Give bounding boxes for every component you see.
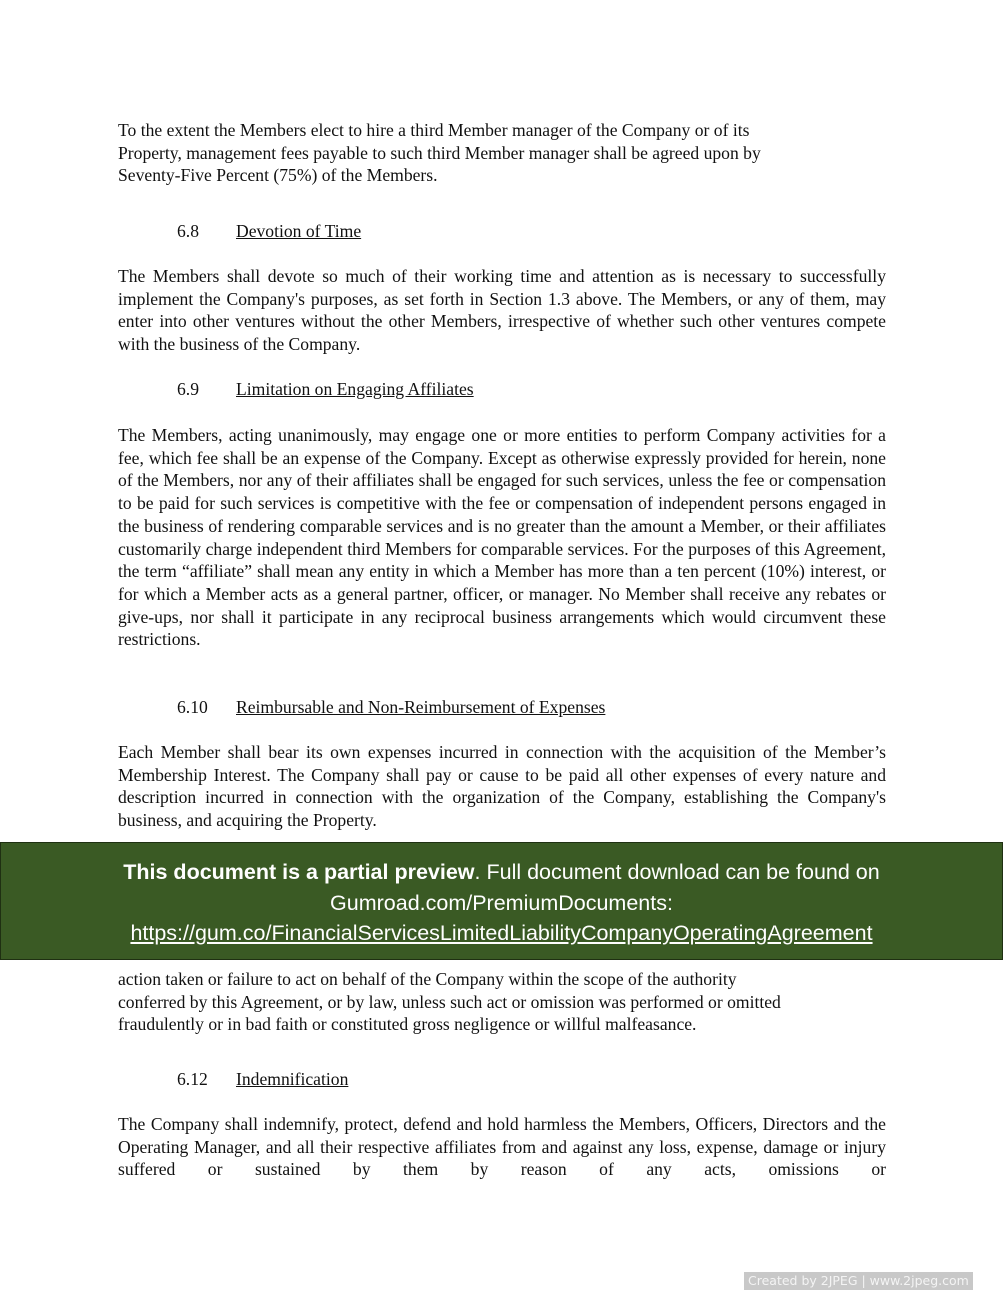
banner-bold-text: This document is a partial preview — [123, 860, 475, 884]
section-title: Devotion of Time — [236, 221, 362, 241]
section-body-6-8: The Members shall devote so much of their working time and attention as is necessary to successfully implement the Company's purposes, as set forth in Section 1.3 above. The Members, or any of them, may enter into other ventures without the other Members, irrespective of whether such other ventures compete with the business of the Company. — [118, 266, 886, 355]
body-line: fraudulently or in bad faith or constituted gross negligence or willful malfeasance. — [118, 1014, 697, 1035]
intro-line: Property, management fees payable to such third Member manager shall be agreed upon by — [118, 142, 761, 163]
section-heading-6-12 — [177, 1068, 348, 1090]
section-heading-6-8 — [177, 220, 361, 242]
section-body-6-10: Each Member shall bear its own expenses incurred in connection with the acquisition of the Member’s Membership Interest. The Company shall pay or cause to be paid all other expenses of every nature and description incurred in connection with the organization of the Company, establishing the Company's business, and acquiring the Property. — [118, 742, 886, 831]
banner-text: . Full document download can be found on — [474, 860, 880, 884]
body-line: action taken or failure to act on behalf of the Company within the scope of the authority — [118, 969, 737, 989]
section-heading-6-10 — [177, 696, 605, 718]
download-link[interactable]: https://gum.co/FinancialServicesLimitedLiabilityCompanyOperatingAgreement — [130, 921, 873, 945]
section-title: Reimbursable and Non-Reimbursement of Expenses — [236, 697, 606, 717]
section-title: Indemnification — [236, 1069, 349, 1089]
body-text: The Company shall indemnify, protect, defend and hold harmless the Members, Officers, Directors and the Operating Manager, and all their respective affiliates from and against any loss, expense, damage or injury suffered or sustained by them by reason of any acts, omissions or — [118, 1114, 886, 1180]
body-line: conferred by this Agreement, or by law, unless such act or omission was performed or omitted — [118, 991, 781, 1012]
section-body-6-12 — [118, 1113, 886, 1204]
intro-line: To the extent the Members elect to hire a third Member manager of the Company or of its — [118, 120, 750, 140]
intro-line: Seventy-Five Percent (75%) of the Members. — [118, 165, 438, 186]
section-number: 6.10 — [177, 697, 208, 717]
section-heading-6-9 — [177, 378, 474, 400]
section-body-6-11-visible — [118, 968, 886, 1036]
section-title: Limitation on Engaging Affiliates — [236, 379, 474, 399]
preview-banner — [0, 842, 1003, 960]
section-number: 6.9 — [177, 379, 199, 399]
banner-line-3 — [1, 918, 1002, 949]
intro-paragraph — [118, 119, 886, 187]
section-number: 6.12 — [177, 1069, 208, 1089]
section-number: 6.8 — [177, 221, 199, 241]
banner-line-1 — [1, 857, 1002, 888]
banner-line-2: Gumroad.com/PremiumDocuments: — [330, 890, 673, 915]
watermark-footer: Created by 2JPEG | www.2jpeg.com — [744, 1272, 973, 1290]
section-body-6-9: The Members, acting unanimously, may engage one or more entities to perform Company activities for a fee, which fee shall be an expense of the Company. Except as otherwise expressly provided for herein, none of the Members, nor any of their affiliates shall be engaged for such services, unless the fee or compensation to be paid for such services is competitive with the fee or compensation of independent persons engaged in the business of rendering comparable services and is no greater than the amount a Member, or their affiliates customarily charge independent third Members for comparable services. For the purposes of this Agreement, the term “affiliate” shall mean any entity in which a Member has more than a ten percent (10%) interest, or for which a Member acts as a general partner, officer, or manager. No Member shall receive any rebates or give-ups, nor shall it participate in any reciprocal business arrangements which would circumvent these restrictions. — [118, 425, 886, 650]
